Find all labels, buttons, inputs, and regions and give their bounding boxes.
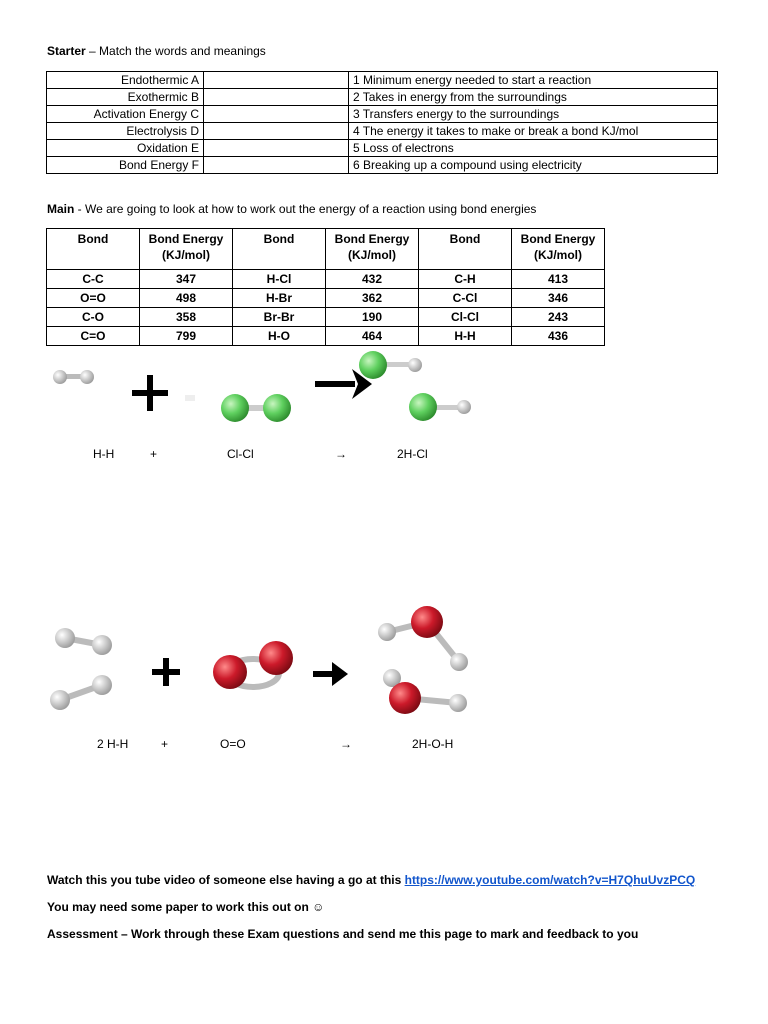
matching-row — [47, 157, 718, 174]
bond-table-cell: 358 — [140, 308, 233, 327]
equation2-plus: + — [161, 737, 169, 751]
main-text: - We are going to look at how to work out the energy of a reaction using bond energies — [74, 202, 537, 216]
plus-icon — [132, 375, 168, 411]
bond-table-cell: Cl-Cl — [419, 308, 512, 327]
term-cell: Exothermic B — [47, 89, 204, 106]
bond-table-cell: C-H — [419, 270, 512, 289]
equation2-arrow: → — [340, 737, 352, 751]
equation1-plus: + — [150, 447, 158, 461]
main-heading: Main — [47, 202, 75, 216]
term-cell: Electrolysis D — [47, 123, 204, 140]
starter-heading: Starter — [47, 44, 86, 58]
answer-blank-cell — [204, 89, 349, 106]
meaning-cell: 5 Loss of electrons — [349, 140, 718, 157]
bond-table-cell: 243 — [512, 308, 605, 327]
equation1-product: 2H-Cl — [397, 447, 428, 461]
bond-table-cell: 190 — [326, 308, 419, 327]
answer-blank-cell — [204, 106, 349, 123]
bond-table-header-cell: Bond — [233, 229, 326, 270]
youtube-link[interactable]: https://www.youtube.com/watch?v=H7QhuUvzPCQ — [404, 873, 696, 887]
bond-table-cell: H-H — [419, 327, 512, 346]
bond-table-cell: 464 — [326, 327, 419, 346]
bond-table-header-cell: Bond Energy (KJ/mol) — [326, 229, 419, 270]
video-line — [47, 873, 695, 887]
meaning-cell: 6 Breaking up a compound using electricity — [349, 157, 718, 174]
meaning-cell: 3 Transfers energy to the surroundings — [349, 106, 718, 123]
assessment-text: – Work through these Exam questions and send me this page to mark and feedback to you — [117, 927, 639, 941]
term-cell: Oxidation E — [47, 140, 204, 157]
bond-table-row — [47, 270, 605, 289]
bond-table-cell: H-Cl — [233, 270, 326, 289]
assessment-heading: Assessment — [47, 927, 118, 941]
meaning-cell: 1 Minimum energy needed to start a reaction — [349, 72, 718, 89]
bond-table-cell: 432 — [326, 270, 419, 289]
answer-blank-cell — [204, 157, 349, 174]
bond-table-cell: C-Cl — [419, 289, 512, 308]
term-cell: Activation Energy C — [47, 106, 204, 123]
hydrogen-chlorine-reaction-image — [40, 345, 500, 455]
bond-table-cell: C-O — [47, 308, 140, 327]
equation2-reactant-b: O=O — [220, 737, 246, 751]
matching-table — [46, 71, 718, 174]
bond-table-cell: H-Br — [233, 289, 326, 308]
matching-row — [47, 72, 718, 89]
arrow-icon — [313, 662, 348, 686]
bond-table-header — [47, 229, 605, 270]
bond-table-cell: 799 — [140, 327, 233, 346]
meaning-cell: 4 The energy it takes to make or break a bond KJ/mol — [349, 123, 718, 140]
answer-blank-cell — [204, 140, 349, 157]
bond-table-cell: 436 — [512, 327, 605, 346]
hydrogen-oxygen-reaction-image — [40, 600, 480, 725]
bond-table-header-cell: Bond Energy (KJ/mol) — [512, 229, 605, 270]
bond-table-cell: C-C — [47, 270, 140, 289]
bond-table-header-cell: Bond — [47, 229, 140, 270]
hydrogen-chloride-molecules — [359, 351, 471, 421]
term-cell: Endothermic A — [47, 72, 204, 89]
bond-table-header-cell: Bond Energy (KJ/mol) — [140, 229, 233, 270]
bond-table-header-cell: Bond — [419, 229, 512, 270]
plus-icon — [152, 658, 180, 686]
equation2-product: 2H-O-H — [412, 737, 454, 751]
bond-table-row — [47, 289, 605, 308]
hydrogen-molecules — [50, 628, 112, 710]
bond-table-cell: 347 — [140, 270, 233, 289]
bond-table-cell: 346 — [512, 289, 605, 308]
bond-table-row — [47, 308, 605, 327]
bond-table-cell: C=O — [47, 327, 140, 346]
starter-text: – Match the words and meanings — [85, 44, 266, 58]
starter-line — [47, 44, 266, 58]
answer-blank-cell — [204, 72, 349, 89]
term-cell: Bond Energy F — [47, 157, 204, 174]
bond-table-cell: O=O — [47, 289, 140, 308]
answer-blank-cell — [204, 123, 349, 140]
equation1-reactant-a: H-H — [93, 447, 115, 461]
matching-row — [47, 106, 718, 123]
bond-table-cell: 362 — [326, 289, 419, 308]
bond-energy-table — [46, 228, 605, 346]
bond-table-row — [47, 327, 605, 346]
main-line — [47, 202, 536, 216]
bond-table-cell: H-O — [233, 327, 326, 346]
bond-table-cell: 498 — [140, 289, 233, 308]
equation2-reactant-a: 2 H-H — [97, 737, 129, 751]
hydrogen-molecule — [53, 370, 94, 384]
matching-row — [47, 140, 718, 157]
video-text: Watch this you tube video of someone else having a go at this — [47, 873, 405, 887]
chlorine-molecule — [185, 394, 291, 422]
matching-row — [47, 89, 718, 106]
matching-row — [47, 123, 718, 140]
equation1-reactant-b: Cl-Cl — [227, 447, 254, 461]
assessment-line — [47, 927, 638, 941]
paper-note: You may need some paper to work this out on ☺ — [47, 900, 325, 914]
bond-table-cell: 413 — [512, 270, 605, 289]
equation1-arrow: → — [335, 447, 347, 461]
oxygen-molecule — [213, 641, 293, 689]
bond-table-cell: Br-Br — [233, 308, 326, 327]
meaning-cell: 2 Takes in energy from the surroundings — [349, 89, 718, 106]
water-molecules — [378, 606, 468, 714]
